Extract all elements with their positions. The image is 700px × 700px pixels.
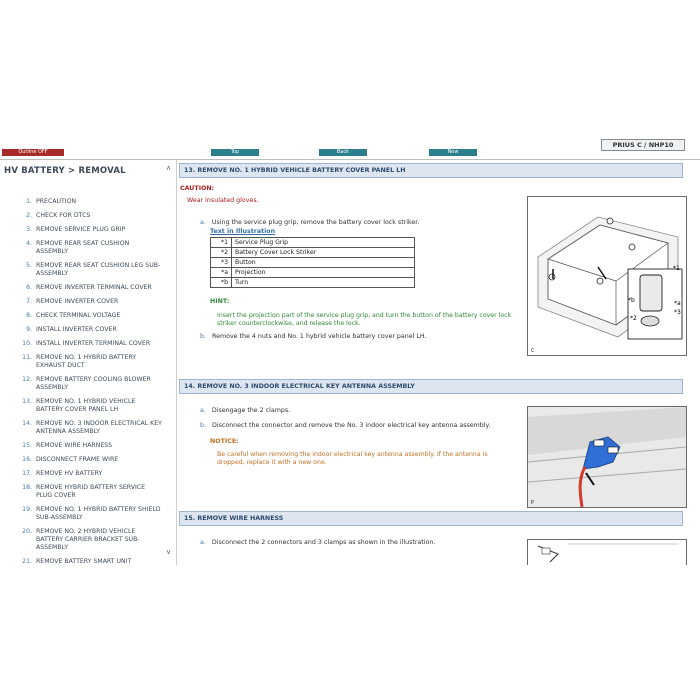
- sidebar-item-label: REMOVE INVERTER TERMINAL COVER: [36, 284, 152, 291]
- wire-harness-drawing: [528, 540, 686, 565]
- caution-label: CAUTION:: [180, 185, 215, 192]
- sidebar-item[interactable]: [0, 312, 170, 320]
- sidebar-item-label: INSTALL INVERTER COVER: [36, 326, 117, 333]
- antenna-illustration: [527, 406, 687, 508]
- step-text: Remove the 4 nuts and No. 1 hybrid vehicle battery cover panel LH.: [212, 333, 427, 340]
- legend-key: *3: [211, 258, 232, 268]
- sidebar-item-label: REMOVE NO. 1 HYBRID VEHICLE BATTERY COVER PANEL LH: [36, 398, 136, 413]
- legend-value: Battery Cover Lock Striker: [232, 248, 415, 258]
- sidebar-item-number: 15.: [22, 442, 32, 449]
- sidebar-item-number: 4.: [26, 240, 32, 247]
- callout-1: *1: [673, 265, 680, 272]
- section-14-step-b: [200, 422, 490, 429]
- sidebar-item[interactable]: [0, 420, 170, 436]
- sidebar-item-label: REMOVE HYBRID BATTERY SERVICE PLUG COVER: [36, 484, 146, 499]
- callout-2: *2: [630, 315, 637, 322]
- section-15-heading: 15. REMOVE WIRE HARNESS: [179, 511, 683, 526]
- sidebar-item-label: REMOVE INVERTER COVER: [36, 298, 119, 305]
- sidebar-item[interactable]: [0, 326, 170, 334]
- callout-b: *b: [628, 297, 635, 304]
- sidebar-item-number: 2.: [26, 212, 32, 219]
- sidebar-item-label: REMOVE HV BATTERY: [36, 470, 103, 477]
- sidebar-item-number: 13.: [22, 398, 32, 405]
- vehicle-model-label: PRIUS C / NHP10: [601, 139, 685, 151]
- manual-viewer: [0, 139, 700, 565]
- sidebar-item-label: REMOVE BATTERY COOLING BLOWER ASSEMBLY: [36, 376, 151, 391]
- sidebar-item-label: CHECK FOR DTCS: [36, 212, 91, 219]
- section-14-step-a: [200, 407, 290, 414]
- sidebar-item-number: 10.: [22, 340, 32, 347]
- sidebar-item-number: 7.: [26, 298, 32, 305]
- sidebar-item[interactable]: [0, 456, 170, 464]
- notice-text: Be careful when removing the indoor electrical key antenna assembly. If the antenna is dropped, replace it with a new one.: [217, 451, 488, 466]
- battery-cover-drawing: [528, 197, 686, 355]
- sidebar-item-label: INSTALL INVERTER TERMINAL COVER: [36, 340, 151, 347]
- battery-cover-illustration: [527, 196, 687, 356]
- sidebar-item[interactable]: [0, 442, 170, 450]
- sidebar-item-number: 19.: [22, 506, 32, 513]
- sidebar-item-label: REMOVE WIRE HARNESS: [36, 442, 113, 449]
- scroll-down-icon[interactable]: ∨: [166, 548, 172, 556]
- sidebar-item[interactable]: [0, 398, 170, 414]
- sidebar-item[interactable]: [0, 240, 170, 256]
- outline-sidebar: [0, 160, 177, 565]
- step-letter: a.: [200, 539, 206, 546]
- sidebar-item[interactable]: [0, 470, 170, 478]
- section-13-step-a: [200, 219, 419, 226]
- sidebar-item-number: 12.: [22, 376, 32, 383]
- sidebar-item-label: REMOVE REAR SEAT CUSHION LEG SUB-ASSEMBLY: [36, 262, 161, 277]
- legend-row: [211, 238, 415, 248]
- sidebar-item-number: 16.: [22, 456, 32, 463]
- step-text: Disconnect the connector and remove the No. 3 indoor electrical key antenna assembly.: [212, 422, 491, 429]
- sidebar-item-label: REMOVE NO. 2 HYBRID VEHICLE BATTERY CARRIER BRACKET SUB-ASSEMBLY: [36, 528, 140, 551]
- legend-value: Turn: [232, 278, 415, 288]
- legend-row: [211, 268, 415, 278]
- sidebar-item-number: 20.: [22, 528, 32, 535]
- legend-row: [211, 248, 415, 258]
- legend-value: Service Plug Grip: [232, 238, 415, 248]
- sidebar-item-number: 17.: [22, 470, 32, 477]
- new-button[interactable]: New: [429, 149, 477, 156]
- step-text: Disconnect the 2 connectors and 3 clamps as shown in the illustration.: [211, 539, 436, 546]
- sidebar-item-label: REMOVE BATTERY SMART UNIT: [36, 558, 132, 565]
- illustration-legend-table: [210, 237, 415, 288]
- legend-key: *1: [211, 238, 232, 248]
- sidebar-item[interactable]: [0, 284, 170, 292]
- sidebar-item-label: REMOVE NO. 3 INDOOR ELECTRICAL KEY ANTENNA ASSEMBLY: [36, 420, 162, 435]
- legend-key: *b: [211, 278, 232, 288]
- section-13-step-b: [200, 333, 427, 340]
- step-text: Disengage the 2 clamps.: [211, 407, 291, 414]
- sidebar-item-number: 18.: [22, 484, 32, 491]
- sidebar-item-number: 11.: [22, 354, 32, 361]
- sidebar-item[interactable]: [0, 226, 170, 234]
- step-letter: b.: [200, 333, 206, 340]
- legend-value: Button: [232, 258, 415, 268]
- section-13-heading: 13. REMOVE NO. 1 HYBRID VEHICLE BATTERY COVER PANEL LH: [179, 163, 683, 178]
- sidebar-item[interactable]: [0, 340, 170, 348]
- sidebar-item-number: 6.: [26, 284, 32, 291]
- sidebar-item-number: 8.: [26, 312, 32, 319]
- legend-row: [211, 278, 415, 288]
- sidebar-item-label: REMOVE NO. 1 HYBRID BATTERY SHIELD SUB-ASSEMBLY: [36, 506, 161, 521]
- sidebar-item-number: 5.: [26, 262, 32, 269]
- outline-toggle-button[interactable]: Outline OFF: [2, 149, 64, 156]
- sidebar-item-number: 1.: [26, 198, 32, 205]
- illustration-legend-title[interactable]: Text in Illustration: [210, 228, 276, 235]
- content-pane: [177, 160, 687, 565]
- sidebar-item[interactable]: [0, 528, 170, 552]
- wire-harness-illustration: [527, 539, 687, 565]
- notice-label: NOTICE:: [210, 438, 239, 445]
- step-text: Using the service plug grip, remove the battery cover lock striker.: [211, 219, 420, 226]
- scroll-up-icon[interactable]: ∧: [166, 164, 172, 172]
- sidebar-item-number: 21.: [22, 558, 32, 565]
- sidebar-list: [0, 198, 170, 565]
- sidebar-item-label: CHECK TERMINAL VOLTAGE: [36, 312, 121, 319]
- antenna-drawing: [528, 407, 686, 507]
- section-14-heading: 14. REMOVE NO. 3 INDOOR ELECTRICAL KEY ANTENNA ASSEMBLY: [179, 379, 683, 394]
- legend-row: [211, 258, 415, 268]
- step-letter: a.: [200, 407, 206, 414]
- sidebar-item[interactable]: [0, 212, 170, 220]
- step-letter: b.: [200, 422, 206, 429]
- sidebar-title: HV BATTERY > REMOVAL: [4, 166, 126, 176]
- sidebar-item[interactable]: [0, 376, 170, 392]
- section-15-step-a: [200, 539, 435, 546]
- legend-key: *2: [211, 248, 232, 258]
- step-letter: a.: [200, 219, 206, 226]
- sidebar-item-number: 14.: [22, 420, 32, 427]
- sidebar-item-label: DISCONNECT FRAME WIRE: [36, 456, 119, 463]
- sidebar-item-number: 3.: [26, 226, 32, 233]
- toolbar: [0, 139, 700, 159]
- hint-label: HINT:: [210, 298, 230, 305]
- sidebar-item-label: REMOVE NO. 1 HYBRID BATTERY EXHAUST DUCT: [36, 354, 137, 369]
- top-button[interactable]: Top: [211, 149, 259, 156]
- sidebar-item[interactable]: [0, 506, 170, 522]
- sidebar-item-label: PRECAUTION: [36, 198, 77, 205]
- sidebar-item[interactable]: [0, 262, 170, 278]
- sidebar-item-label: REMOVE REAR SEAT CUSHION ASSEMBLY: [36, 240, 130, 255]
- sidebar-item[interactable]: [0, 484, 170, 500]
- legend-key: *a: [211, 268, 232, 278]
- sidebar-item[interactable]: [0, 354, 170, 370]
- sidebar-item-label: REMOVE SERVICE PLUG GRIP: [36, 226, 126, 233]
- legend-value: Projection: [232, 268, 415, 278]
- figure-tag: P: [531, 500, 535, 506]
- back-button[interactable]: Back: [319, 149, 367, 156]
- callout-a: *a: [674, 300, 681, 307]
- hint-text: Insert the projection part of the service plug grip, and turn the button of the battery cover lock striker counterclockwise, and release the lock.: [217, 312, 512, 327]
- sidebar-item[interactable]: [0, 558, 170, 565]
- figure-tag: C: [531, 348, 535, 354]
- sidebar-item[interactable]: [0, 298, 170, 306]
- sidebar-item-number: 9.: [26, 326, 32, 333]
- sidebar-item[interactable]: [0, 198, 170, 206]
- caution-text: Wear insulated gloves.: [187, 197, 259, 204]
- callout-3: *3: [674, 309, 681, 316]
